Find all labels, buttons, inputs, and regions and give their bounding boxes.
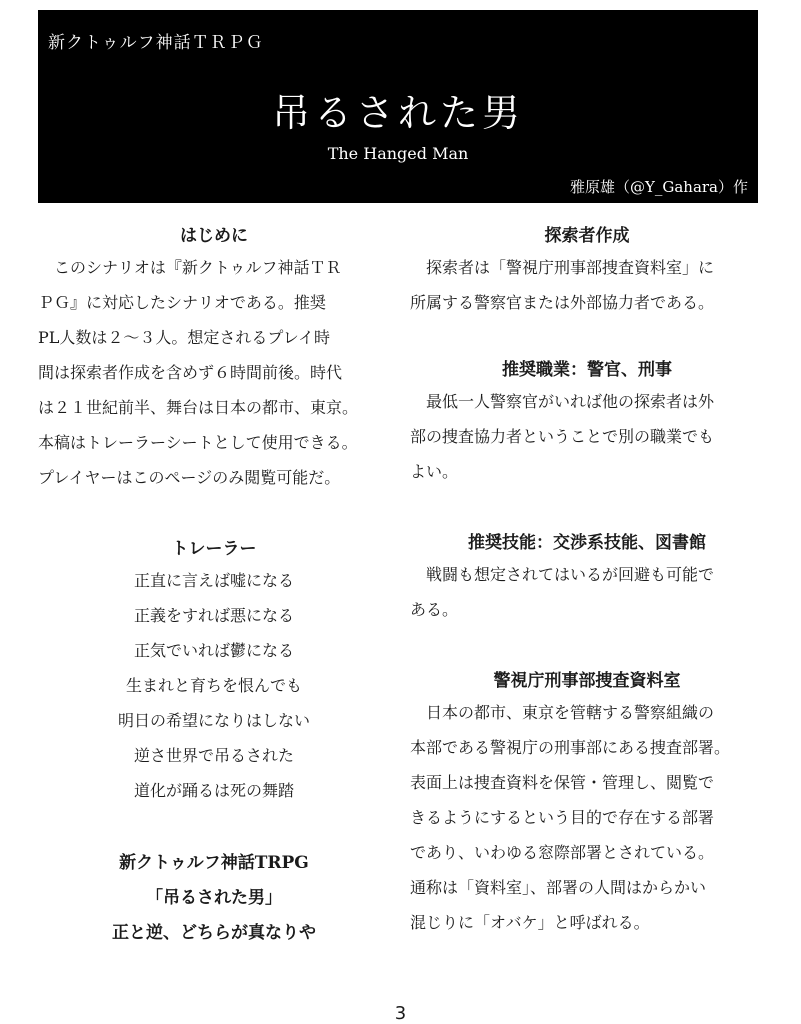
title-banner [38, 10, 758, 203]
trailer-heading: トレーラー [171, 539, 257, 559]
text-line: は２１世紀前半、舞台は日本の都市、東京。 [38, 398, 359, 417]
verse-line: 正気でいれば鬱になる [133, 641, 294, 660]
occupation-text [410, 384, 764, 489]
verse-line: 生まれと育ちを恨んでも [125, 676, 302, 695]
text-line: 日本の都市、東京を管轄する警察組織の [426, 703, 715, 722]
text-line: よい。 [410, 462, 459, 481]
creation-heading: 探索者作成 [544, 226, 630, 246]
text-line: ＰＧ』に対応したシナリオである。推奨 [38, 293, 326, 312]
text-line: プレイヤーはこのページのみ閲覧可能だ。 [38, 468, 341, 487]
office-heading: 警視庁刑事部捜査資料室 [493, 671, 681, 691]
text-line: 通称は「資料室」、部署の人間はからかい [410, 878, 707, 897]
tagline-line: 正と逆、どちらが真なりや [112, 923, 316, 943]
creation-text [410, 250, 764, 320]
text-line: 部の捜査協力者ということで別の職業でも [410, 427, 715, 446]
tagline-line: 「吊るされた男」 [146, 888, 282, 908]
text-line: 混じりに「オバケ」と呼ばれる。 [410, 913, 650, 932]
text-line: このシナリオは『新クトゥルフ神話ＴＲ [54, 258, 342, 277]
text-line: 間は探索者作成を含めず６時間前後。時代 [38, 363, 343, 382]
intro-text [38, 250, 390, 495]
scenario-title: 吊るされた男 [271, 91, 524, 135]
text-line: であり、いわゆる窓際部署とされている。 [410, 843, 715, 862]
text-line: PL人数は２〜３人。想定されるプレイ時 [38, 328, 330, 347]
text-line: ある。 [410, 600, 459, 619]
verse-line: 正直に言えば嘘になる [133, 571, 294, 590]
text-line: きるようにするという目的で存在する部署 [410, 808, 715, 827]
text-line: 最低一人警察官がいれば他の探索者は外 [426, 392, 715, 411]
text-line: 本稿はトレーラーシートとして使用できる。 [38, 433, 358, 452]
page-number: 3 [394, 1003, 407, 1024]
text-line: 戦闘も想定されてはいるが回避も可能で [426, 565, 715, 584]
verse-line: 明日の希望になりはしない [117, 711, 310, 730]
verse-line: 逆さ世界で吊るされた [133, 746, 294, 765]
left-column [38, 222, 390, 951]
occupation-heading: 推奨職業：警官、刑事 [502, 360, 672, 380]
text-line: 本部である警視庁の刑事部にある捜査部署。 [410, 738, 731, 757]
verse-line: 道化が踊るは死の舞踏 [133, 781, 294, 800]
text-line: 表面上は捜査資料を保管・管理し、閲覧で [410, 773, 715, 792]
tagline [38, 846, 390, 951]
tagline-line: 新クトゥルフ神話TRPG [119, 853, 309, 873]
office-text [410, 695, 764, 940]
right-column [410, 222, 764, 940]
author-credit: 雅原雄（@Y_Gahara）作 [569, 178, 748, 196]
text-line: 所属する警察官または外部協力者である。 [410, 293, 715, 312]
text-line: 探索者は「警視庁刑事部捜査資料室」に [426, 258, 715, 277]
skills-heading: 推奨技能：交渉系技能、図書館 [468, 533, 706, 553]
trailer-verse [38, 563, 390, 808]
intro-heading: はじめに [180, 226, 248, 246]
system-name: 新クトゥルフ神話ＴＲＰＧ [48, 33, 264, 53]
verse-line: 正義をすれば悪になる [133, 606, 294, 625]
scenario-subtitle: The Hanged Man [327, 144, 469, 163]
skills-text [410, 557, 764, 627]
